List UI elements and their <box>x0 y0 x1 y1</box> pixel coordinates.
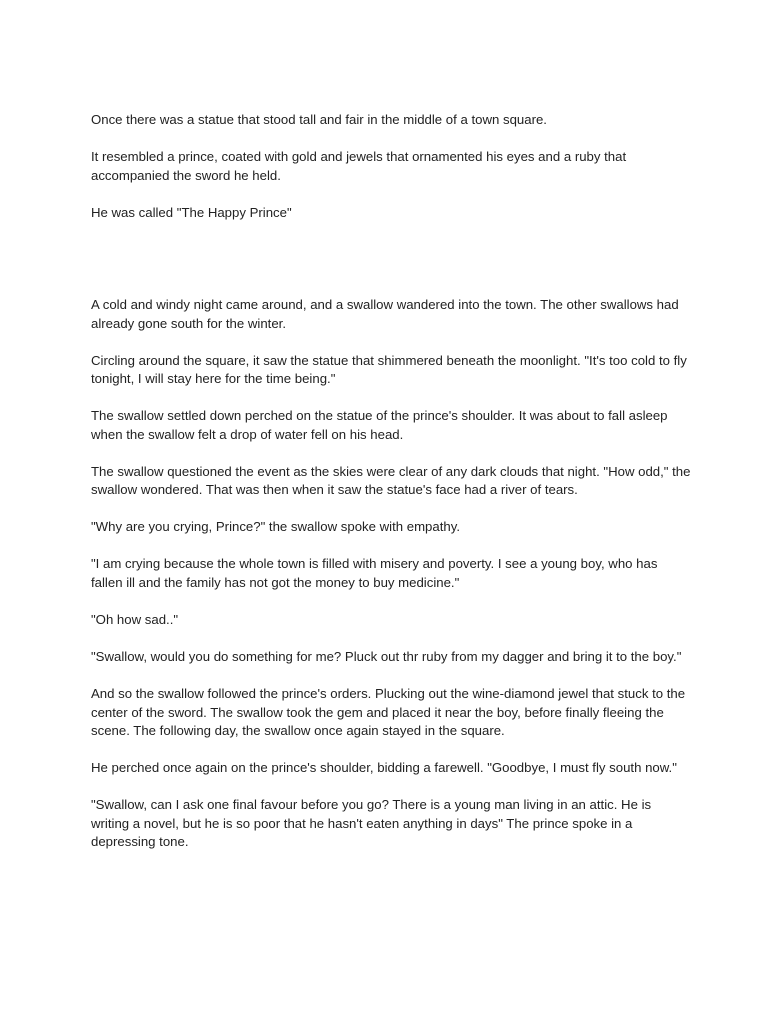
paragraph: The swallow settled down perched on the statue of the prince's shoulder. It was about to fall asleep when the swallow felt a drop of water fell on his head. <box>91 408 668 442</box>
paragraph: He perched once again on the prince's shoulder, bidding a farewell. "Goodbye, I must fly south now." <box>91 760 677 776</box>
paragraph: "Oh how sad.." <box>91 612 179 628</box>
paragraph: And so the swallow followed the prince's orders. Plucking out the wine-diamond jewel that stuck to the center of the sword. The swallow took the gem and placed it near the boy, before finally fleeing the scene. The following day, the swallow once again stayed in the square. <box>91 686 686 739</box>
paragraph: The swallow questioned the event as the skies were clear of any dark clouds that night. "How odd," the swallow wondered. That was then when it saw the statue's face had a river of tears. <box>91 463 691 498</box>
story-text <box>91 111 691 870</box>
paragraph: A cold and windy night came around, and a swallow wandered into the town. The other swallows had already gone south for the winter. <box>91 297 679 331</box>
paragraph: Once there was a statue that stood tall and fair in the middle of a town square. <box>91 112 547 127</box>
paragraph: He was called "The Happy Prince" <box>91 204 292 220</box>
paragraph: "Why are you crying, Prince?" the swallow spoke with empathy. <box>91 519 460 535</box>
paragraph: It resembled a prince, coated with gold and jewels that ornamented his eyes and a ruby that accompanied the sword he held. <box>91 148 627 183</box>
paragraph: "Swallow, would you do something for me? Pluck out thr ruby from my dagger and bring it to the boy." <box>91 649 682 665</box>
paragraph: "Swallow, can I ask one final favour before you go? There is a young man living in an attic. He is writing a novel, but he is so poor that he hasn't eaten anything in days" The prince spoke in a depressing tone. <box>91 797 652 850</box>
paragraph: Circling around the square, it saw the statue that shimmered beneath the moonlight. "It's too cold to fly tonight, I will stay here for the time being." <box>91 352 687 387</box>
paragraph: "I am crying because the whole town is filled with misery and poverty. I see a young boy, who has fallen ill and the family has not got the money to buy medicine." <box>91 556 658 591</box>
